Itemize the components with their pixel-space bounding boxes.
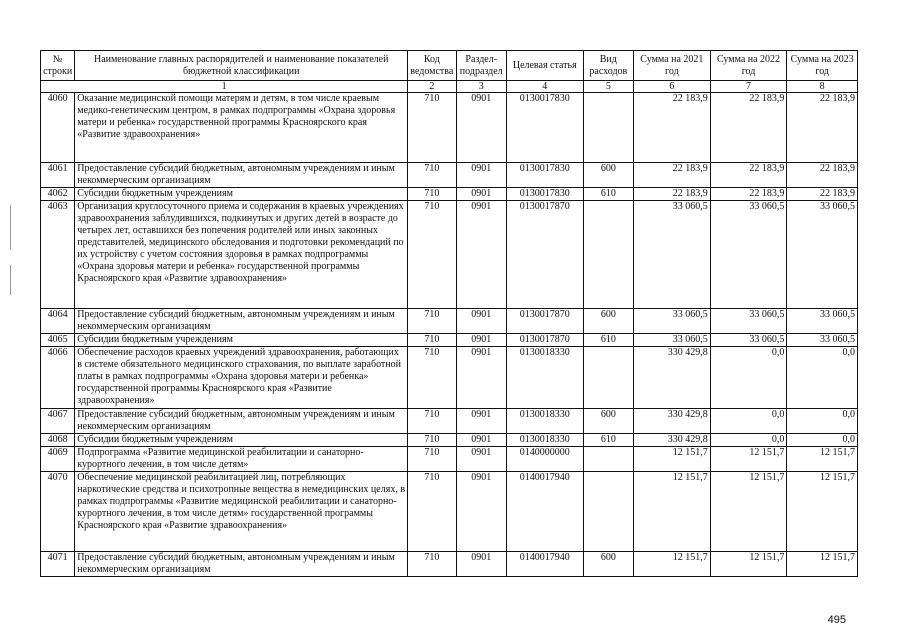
sum-2022-cell: 12 151,7 <box>710 447 787 472</box>
row-number-cell: 4070 <box>41 472 75 552</box>
row-name-cell: Субсидии бюджетным учреждениям <box>75 188 408 201</box>
expense-kind-cell: 600 <box>583 552 633 577</box>
target-article-cell: 0130017870 <box>506 201 583 309</box>
sum-2021-cell: 12 151,7 <box>634 552 711 577</box>
sum-2022-cell: 0,0 <box>710 347 787 409</box>
section-cell: 0901 <box>456 188 506 201</box>
sum-2021-cell: 330 429,8 <box>634 434 711 447</box>
row-name-cell: Предоставление субсидий бюджетным, автономным учреждениям и иным некоммерческим организациям <box>75 409 408 434</box>
expense-kind-cell <box>583 93 633 163</box>
column-number: 2 <box>408 81 456 93</box>
target-article-cell: 0130018330 <box>506 347 583 409</box>
section-cell: 0901 <box>456 201 506 309</box>
target-article-cell: 0140000000 <box>506 447 583 472</box>
row-name-cell: Субсидии бюджетным учреждениям <box>75 434 408 447</box>
sum-2022-cell: 0,0 <box>710 409 787 434</box>
sum-2021-cell: 33 060,5 <box>634 334 711 347</box>
dept-code-cell: 710 <box>408 188 456 201</box>
sum-2023-cell: 22 183,9 <box>787 93 858 163</box>
column-number: 8 <box>787 81 858 93</box>
section-cell: 0901 <box>456 163 506 188</box>
sum-2022-cell: 33 060,5 <box>710 201 787 309</box>
section-cell: 0901 <box>456 472 506 552</box>
table-row <box>41 334 858 347</box>
sum-2023-cell: 0,0 <box>787 434 858 447</box>
row-number-cell: 4068 <box>41 434 75 447</box>
row-name-cell: Предоставление субсидий бюджетным, автономным учреждениям и иным некоммерческим организациям <box>75 552 408 577</box>
row-name-cell: Обеспечение медицинской реабилитацией лиц, потребляющих наркотические средства и психотропные вещества в немедицинских целях, в рамках подпрограммы «Развитие медицинской реабилитации и санаторно-курортного лечения, в том числе детям» государственной программы Красноярского края «Развитие здравоохранения» <box>75 472 408 552</box>
target-article-cell: 0130017830 <box>506 163 583 188</box>
target-article-cell: 0130018330 <box>506 409 583 434</box>
row-name-cell: Субсидии бюджетным учреждениям <box>75 334 408 347</box>
section-cell: 0901 <box>456 347 506 409</box>
table-row <box>41 434 858 447</box>
row-number-cell: 4065 <box>41 334 75 347</box>
table-row <box>41 552 858 577</box>
sum-2021-cell: 33 060,5 <box>634 309 711 334</box>
row-name-cell: Оказание медицинской помощи матерям и детям, в том числе краевым медико-генетическим центром, в рамках подпрограммы «Охрана здоровья матери и ребенка» государственной программы Красноярского края «Развитие здравоохранения» <box>75 93 408 163</box>
sum-2021-cell: 22 183,9 <box>634 188 711 201</box>
sum-2023-cell: 0,0 <box>787 347 858 409</box>
header-dept-code: Код ведомства <box>408 51 456 81</box>
dept-code-cell: 710 <box>408 409 456 434</box>
sum-2021-cell: 330 429,8 <box>634 409 711 434</box>
sum-2023-cell: 22 183,9 <box>787 188 858 201</box>
dept-code-cell: 710 <box>408 447 456 472</box>
section-cell: 0901 <box>456 434 506 447</box>
sum-2022-cell: 22 183,9 <box>710 93 787 163</box>
header-sum-2023: Сумма на 2023 год <box>787 51 858 81</box>
sum-2021-cell: 33 060,5 <box>634 201 711 309</box>
sum-2022-cell: 12 151,7 <box>710 472 787 552</box>
column-number: 4 <box>506 81 583 93</box>
column-number: 5 <box>583 81 633 93</box>
target-article-cell: 0130017870 <box>506 309 583 334</box>
row-name-cell: Обеспечение расходов краевых учреждений здравоохранения, работающих в системе обязательного медицинского страхования, по выплате заработной платы в рамках подпрограммы «Охрана здоровья матери и ребенка» государственной программы Красноярского края «Развитие здравоохранения» <box>75 347 408 409</box>
expense-kind-cell: 610 <box>583 188 633 201</box>
row-number-cell: 4064 <box>41 309 75 334</box>
row-number-cell: 4061 <box>41 163 75 188</box>
sum-2021-cell: 22 183,9 <box>634 93 711 163</box>
table-row <box>41 409 858 434</box>
expense-kind-cell: 610 <box>583 434 633 447</box>
row-name-cell: Предоставление субсидий бюджетным, автономным учреждениям и иным некоммерческим организациям <box>75 309 408 334</box>
header-sum-2021: Сумма на 2021 год <box>634 51 711 81</box>
section-cell: 0901 <box>456 447 506 472</box>
header-name: Наименование главных распорядителей и наименование показателей бюджетной классификации <box>75 51 408 81</box>
row-name-cell: Организация круглосуточного приема и содержания в краевых учреждениях здравоохранения заблудившихся, подкинутых и других детей в возрасте до четырех лет, оставшихся без попечения родителей или иных законных представителей, медицинского обследования и подготовки рекомендаций по их устройству с учетом состояния здоровья в рамках подпрограммы «Охрана здоровья матери и ребенка» государственной программы Красноярского края «Развитие здравоохранения» <box>75 201 408 309</box>
row-number-cell: 4067 <box>41 409 75 434</box>
sum-2023-cell: 0,0 <box>787 409 858 434</box>
expense-kind-cell: 610 <box>583 334 633 347</box>
table-header-row <box>41 51 858 81</box>
expense-kind-cell <box>583 347 633 409</box>
sum-2022-cell: 33 060,5 <box>710 334 787 347</box>
column-number: 3 <box>456 81 506 93</box>
dept-code-cell: 710 <box>408 93 456 163</box>
section-cell: 0901 <box>456 334 506 347</box>
dept-code-cell: 710 <box>408 552 456 577</box>
table-row <box>41 447 858 472</box>
section-cell: 0901 <box>456 552 506 577</box>
expense-kind-cell: 600 <box>583 309 633 334</box>
row-name-cell: Подпрограмма «Развитие медицинской реабилитации и санаторно-курортного лечения, в том числе детям» <box>75 447 408 472</box>
target-article-cell: 0140017940 <box>506 552 583 577</box>
sum-2023-cell: 12 151,7 <box>787 552 858 577</box>
dept-code-cell: 710 <box>408 309 456 334</box>
row-number-cell: 4062 <box>41 188 75 201</box>
table-row <box>41 163 858 188</box>
header-target-article: Целевая статья <box>506 51 583 81</box>
sum-2022-cell: 0,0 <box>710 434 787 447</box>
sum-2023-cell: 22 183,9 <box>787 163 858 188</box>
dept-code-cell: 710 <box>408 347 456 409</box>
target-article-cell: 0130017830 <box>506 93 583 163</box>
column-number: 7 <box>710 81 787 93</box>
sum-2023-cell: 33 060,5 <box>787 201 858 309</box>
target-article-cell: 0130017870 <box>506 334 583 347</box>
dept-code-cell: 710 <box>408 201 456 309</box>
table-row <box>41 309 858 334</box>
sum-2022-cell: 22 183,9 <box>710 163 787 188</box>
sum-2021-cell: 22 183,9 <box>634 163 711 188</box>
sum-2023-cell: 33 060,5 <box>787 334 858 347</box>
expense-kind-cell <box>583 447 633 472</box>
sum-2022-cell: 22 183,9 <box>710 188 787 201</box>
section-cell: 0901 <box>456 409 506 434</box>
sum-2021-cell: 330 429,8 <box>634 347 711 409</box>
scan-edge-mark <box>10 205 11 250</box>
sum-2021-cell: 12 151,7 <box>634 472 711 552</box>
table-row <box>41 347 858 409</box>
dept-code-cell: 710 <box>408 472 456 552</box>
table-row <box>41 201 858 309</box>
row-number-cell: 4063 <box>41 201 75 309</box>
row-number-cell: 4060 <box>41 93 75 163</box>
target-article-cell: 0130018330 <box>506 434 583 447</box>
header-sum-2022: Сумма на 2022 год <box>710 51 787 81</box>
table-row <box>41 472 858 552</box>
sum-2023-cell: 12 151,7 <box>787 447 858 472</box>
target-article-cell: 0140017940 <box>506 472 583 552</box>
expense-kind-cell: 600 <box>583 163 633 188</box>
sum-2023-cell: 33 060,5 <box>787 309 858 334</box>
expense-kind-cell <box>583 201 633 309</box>
header-section: Раздел-подраздел <box>456 51 506 81</box>
table-row <box>41 93 858 163</box>
sum-2023-cell: 12 151,7 <box>787 472 858 552</box>
expense-kind-cell: 600 <box>583 409 633 434</box>
row-name-cell: Предоставление субсидий бюджетным, автономным учреждениям и иным некоммерческим организациям <box>75 163 408 188</box>
expense-kind-cell <box>583 472 633 552</box>
row-number-cell: 4066 <box>41 347 75 409</box>
target-article-cell: 0130017830 <box>506 188 583 201</box>
sum-2022-cell: 33 060,5 <box>710 309 787 334</box>
column-number-row <box>41 81 858 93</box>
scan-edge-mark <box>10 265 11 295</box>
dept-code-cell: 710 <box>408 163 456 188</box>
sum-2021-cell: 12 151,7 <box>634 447 711 472</box>
section-cell: 0901 <box>456 93 506 163</box>
header-row-number: № строки <box>41 51 75 81</box>
section-cell: 0901 <box>456 309 506 334</box>
row-number-cell: 4069 <box>41 447 75 472</box>
header-expense-kind: Вид расходов <box>583 51 633 81</box>
dept-code-cell: 710 <box>408 334 456 347</box>
row-number-cell: 4071 <box>41 552 75 577</box>
column-number: 1 <box>41 81 408 93</box>
page-number: 495 <box>827 614 846 626</box>
dept-code-cell: 710 <box>408 434 456 447</box>
table-row <box>41 188 858 201</box>
column-number: 6 <box>634 81 711 93</box>
budget-table <box>40 50 858 577</box>
sum-2022-cell: 12 151,7 <box>710 552 787 577</box>
